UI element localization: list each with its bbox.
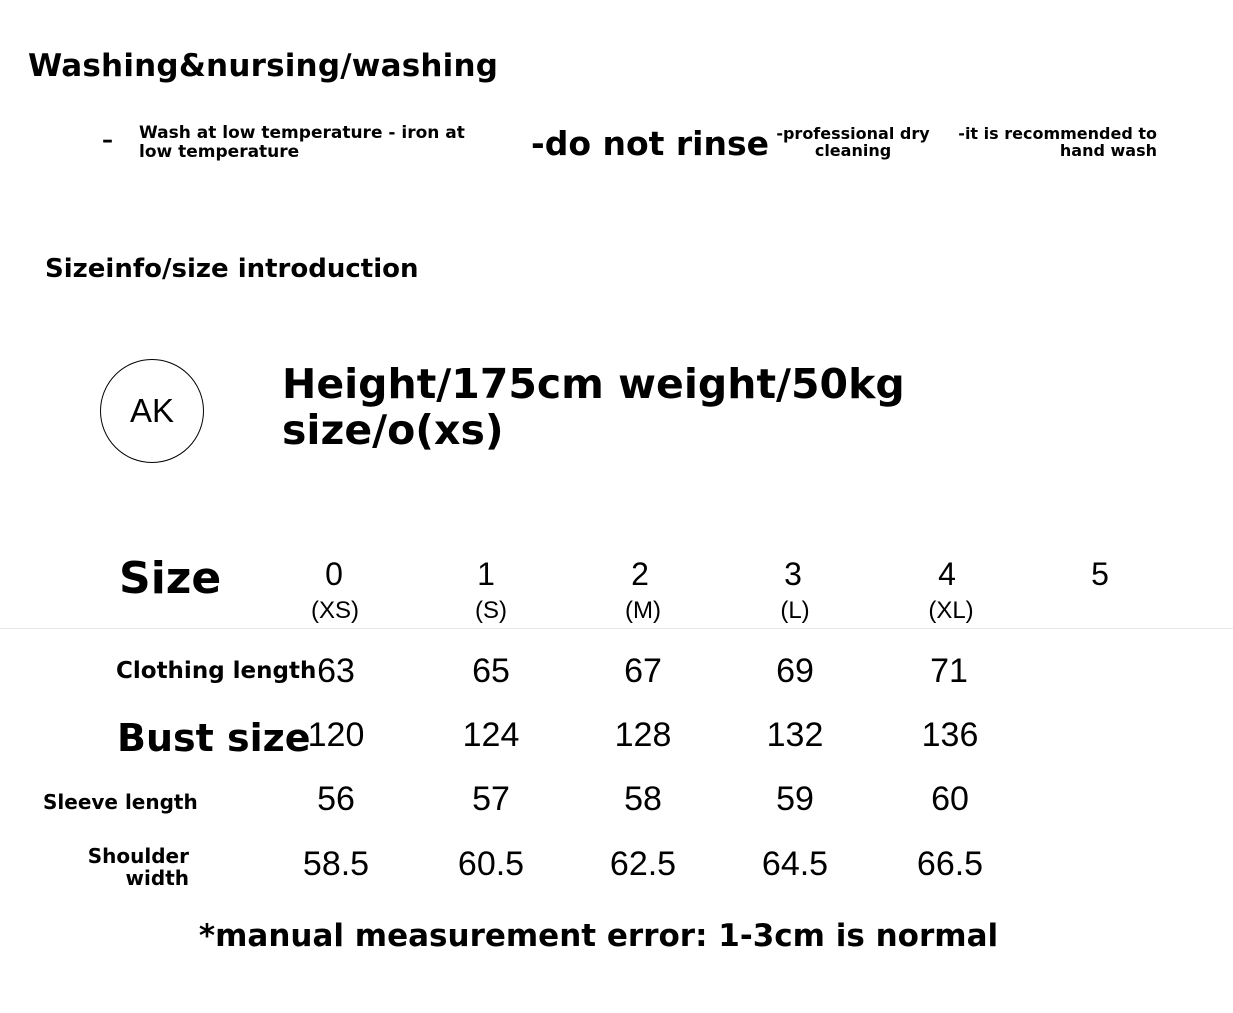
- washing-instruction-no-rinse: -do not rinse: [531, 124, 770, 163]
- table-cell: 65: [472, 652, 510, 690]
- table-cell: 60.5: [457, 845, 525, 883]
- size-letter: (M): [625, 597, 661, 624]
- measurement-note: *manual measurement error: 1-3cm is normal: [198, 918, 999, 954]
- model-avatar: [100, 359, 204, 463]
- model-size: size/o(xs): [282, 406, 504, 454]
- table-header-divider: [0, 628, 1233, 629]
- table-cell: 58: [624, 780, 662, 818]
- table-cell: 56: [317, 780, 355, 818]
- model-measurements: Height/175cm weight/50kg: [282, 360, 905, 408]
- size-number: 3: [784, 556, 802, 592]
- washing-instruction-hand-wash: -it is recommended to hand wash: [958, 124, 1157, 160]
- size-number: 1: [477, 556, 495, 592]
- table-cell: 62.5: [609, 845, 677, 883]
- table-cell: 136: [921, 716, 979, 754]
- table-cell: 63: [317, 652, 355, 690]
- table-cell: 59: [776, 780, 814, 818]
- table-cell: 69: [776, 652, 814, 690]
- row-label-clothing-length: Clothing length: [116, 658, 317, 684]
- table-cell: 57: [472, 780, 510, 818]
- table-cell: 60: [931, 780, 969, 818]
- size-info-title: Sizeinfo/size introduction: [45, 254, 419, 284]
- table-cell: 124: [462, 716, 520, 754]
- size-header-label: Size: [119, 553, 222, 604]
- size-letter: (L): [780, 597, 810, 624]
- size-number: 5: [1091, 556, 1109, 592]
- washing-dash-icon: –: [102, 128, 113, 153]
- table-cell: 71: [930, 652, 968, 690]
- row-label-shoulder-width: Shoulder width: [87, 844, 189, 890]
- avatar-initials: AK: [129, 392, 175, 429]
- table-cell: 58.5: [302, 845, 370, 883]
- size-letter: (XL): [928, 597, 974, 624]
- size-letter: (S): [475, 597, 507, 624]
- size-number: 4: [938, 556, 956, 592]
- size-number: 2: [631, 556, 649, 592]
- table-cell: 66.5: [916, 845, 984, 883]
- table-cell: 132: [766, 716, 824, 754]
- washing-instruction-dry-cleaning: -professional dry cleaning: [776, 124, 930, 160]
- table-cell: 67: [624, 652, 662, 690]
- size-number: 0: [325, 556, 343, 592]
- table-cell: 128: [614, 716, 672, 754]
- table-cell: 120: [307, 716, 365, 754]
- washing-title: Washing&nursing/washing: [28, 48, 499, 84]
- washing-instruction-low-temperature: Wash at low temperature - iron at low temperature: [139, 123, 465, 162]
- row-label-bust-size: Bust size: [117, 716, 311, 760]
- row-label-sleeve-length: Sleeve length: [43, 790, 198, 814]
- table-cell: 64.5: [761, 845, 829, 883]
- size-letter: (XS): [311, 597, 359, 624]
